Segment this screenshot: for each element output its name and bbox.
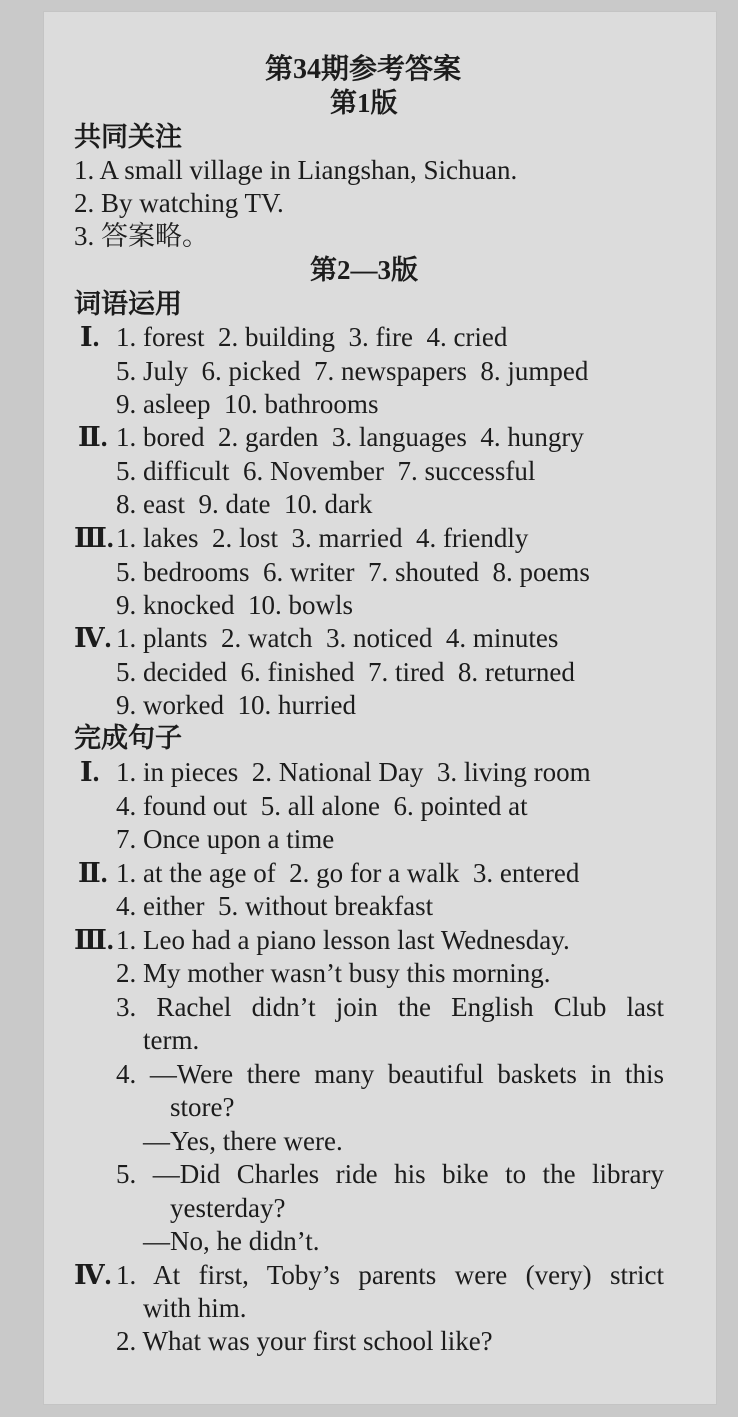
answer-line: 1. At first, Toby’s parents were (very) strict bbox=[116, 1260, 664, 1290]
roman-numeral: Ⅲ. bbox=[74, 925, 114, 955]
roman-numeral: Ⅰ. bbox=[80, 757, 100, 787]
section-heading-ciyu: 词语运用 bbox=[74, 289, 182, 319]
answer-line: 3. 答案略。 bbox=[74, 221, 209, 251]
answer-line: 1. forest 2. building 3. fire 4. cried bbox=[116, 322, 508, 352]
answer-line: 3. Rachel didn’t join the English Club last bbox=[116, 992, 664, 1022]
answer-line: 1. at the age of 2. go for a walk 3. entered bbox=[116, 858, 580, 888]
answer-line: 2. By watching TV. bbox=[74, 188, 284, 218]
section-heading-wancheng: 完成句子 bbox=[74, 723, 182, 753]
answer-line: with him. bbox=[143, 1293, 247, 1323]
answer-line: 4. either 5. without breakfast bbox=[116, 891, 434, 921]
roman-numeral: Ⅲ. bbox=[74, 523, 114, 553]
roman-numeral: Ⅳ. bbox=[74, 623, 112, 653]
answer-line: 9. knocked 10. bowls bbox=[116, 590, 353, 620]
answer-line: 1. Leo had a piano lesson last Wednesday. bbox=[116, 925, 570, 955]
page-title: 第34期参考答案 bbox=[265, 54, 462, 85]
answer-line: term. bbox=[143, 1025, 200, 1055]
answer-line: 9. worked 10. hurried bbox=[116, 690, 356, 720]
roman-numeral: Ⅳ. bbox=[74, 1260, 112, 1290]
edition-2-3-heading: 第2—3版 bbox=[310, 255, 418, 285]
answer-line: —No, he didn’t. bbox=[143, 1226, 320, 1256]
answer-line: 1. plants 2. watch 3. noticed 4. minutes bbox=[116, 623, 559, 653]
answer-line: 7. Once upon a time bbox=[116, 824, 335, 854]
answer-line: 4. —Were there many beautiful baskets in this bbox=[116, 1059, 664, 1089]
roman-numeral: Ⅱ. bbox=[78, 422, 108, 452]
section-heading-gongtong: 共同关注 bbox=[74, 122, 182, 152]
answer-line: 9. asleep 10. bathrooms bbox=[116, 389, 379, 419]
answer-line: store? bbox=[170, 1092, 235, 1122]
answer-line: 1. lakes 2. lost 3. married 4. friendly bbox=[116, 523, 529, 553]
edition-1-heading: 第1版 bbox=[330, 88, 398, 118]
roman-numeral: Ⅱ. bbox=[78, 858, 108, 888]
answer-line: 1. A small village in Liangshan, Sichuan. bbox=[74, 155, 518, 185]
answer-line: 2. My mother wasn’t busy this morning. bbox=[116, 958, 551, 988]
answer-line: 8. east 9. date 10. dark bbox=[116, 489, 373, 519]
answer-line: 1. in pieces 2. National Day 3. living room bbox=[116, 757, 591, 787]
answer-line: 2. What was your first school like? bbox=[116, 1326, 493, 1356]
answer-line: 5. —Did Charles ride his bike to the library bbox=[116, 1159, 664, 1189]
answer-line: 5. decided 6. finished 7. tired 8. returned bbox=[116, 657, 575, 687]
answer-line: —Yes, there were. bbox=[143, 1126, 343, 1156]
roman-numeral: Ⅰ. bbox=[80, 322, 100, 352]
answer-line: 5. July 6. picked 7. newspapers 8. jumped bbox=[116, 356, 589, 386]
answer-line: 5. difficult 6. November 7. successful bbox=[116, 456, 536, 486]
answer-line: yesterday? bbox=[170, 1193, 286, 1223]
answer-line: 4. found out 5. all alone 6. pointed at bbox=[116, 791, 528, 821]
answer-line: 5. bedrooms 6. writer 7. shouted 8. poems bbox=[116, 557, 590, 587]
answer-line: 1. bored 2. garden 3. languages 4. hungry bbox=[116, 422, 584, 452]
